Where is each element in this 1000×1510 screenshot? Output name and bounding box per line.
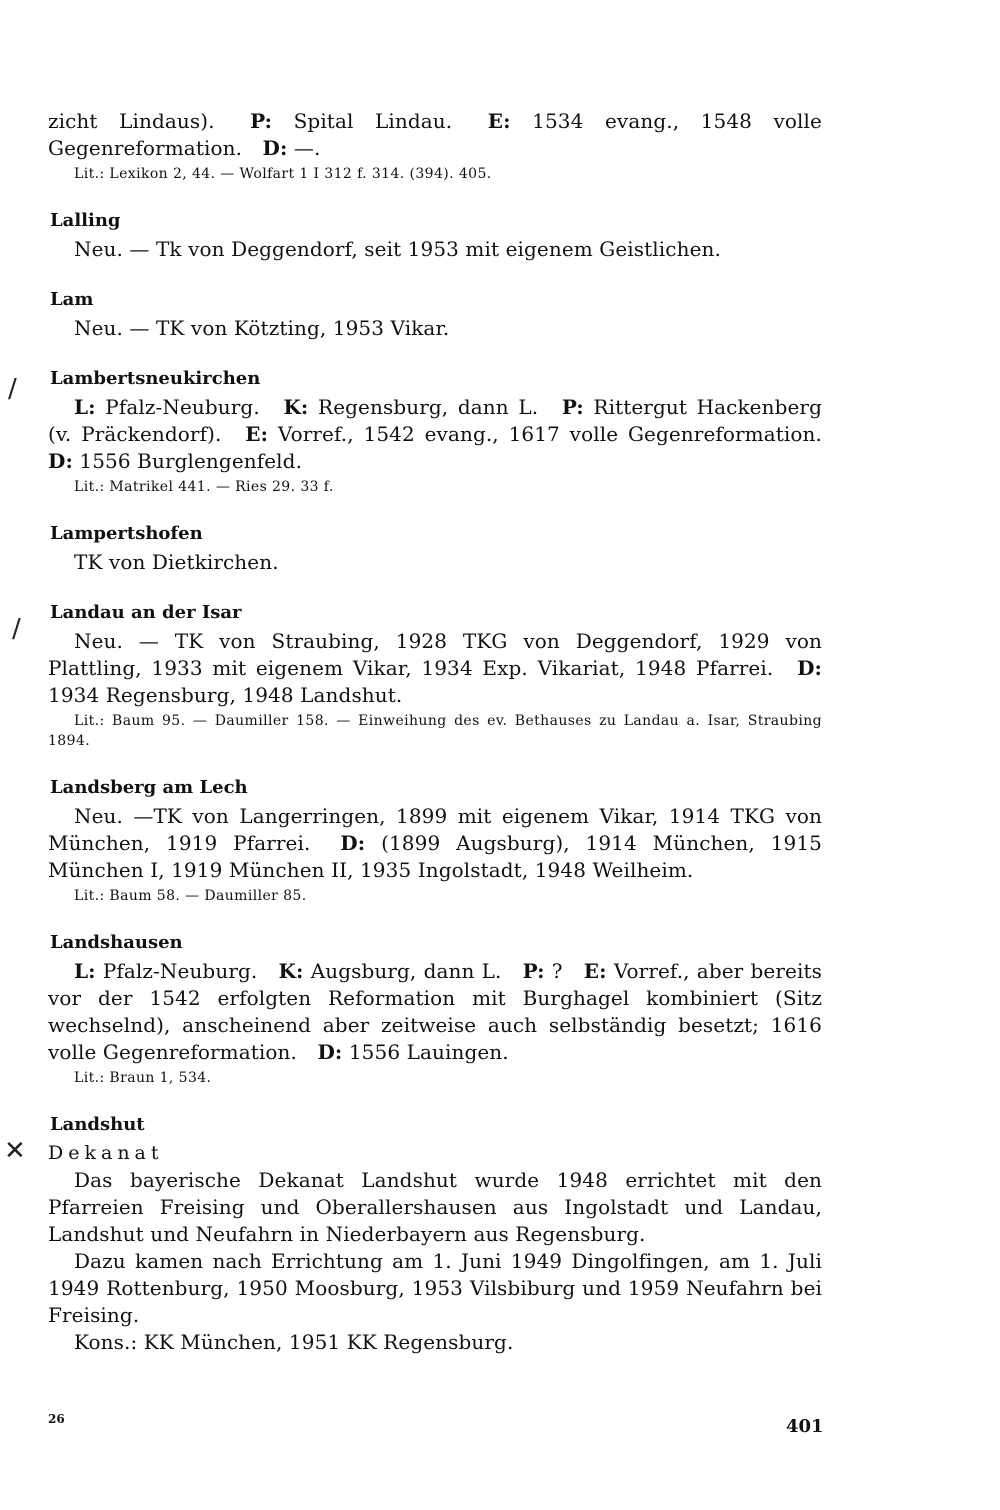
entry-landau-an-der-isar xyxy=(48,600,822,751)
margin-slash-mark: / xyxy=(8,374,17,404)
entry-landshausen xyxy=(48,930,822,1088)
entry-body: Neu. — Tk von Deggendorf, seit 1953 mit eigenem Geistlichen. xyxy=(74,237,721,261)
page-content xyxy=(48,108,822,1380)
entry-lalling xyxy=(48,208,822,263)
entry-lindau-continued xyxy=(48,108,822,184)
entry-heading: Landshut xyxy=(50,1114,145,1135)
entry-heading: Lambertsneukirchen xyxy=(50,368,261,389)
entry-lam xyxy=(48,287,822,342)
margin-cross-mark: ✕ xyxy=(4,1136,26,1166)
literature-line: Lit.: Baum 58. — Daumiller 85. xyxy=(74,888,307,904)
entry-body: L: Pfalz-Neuburg. K: Augsburg, dann L. P: ? E: Vorref., aber bereits vor der 1542 erfolgten Reformation mit Burghagel kombiniert (Sitz wechselnd), anscheinend aber zeitweise auch selbständig besetzt; 1616 volle Gegenreformation. D: 1556 Lauingen. xyxy=(48,959,822,1064)
literature-line: Lit.: Baum 95. — Daumiller 158. — Einweihung des ev. Bethauses zu Landau a. Isar, Straubing 1894. xyxy=(48,713,822,749)
entry-body: Neu. — TK von Straubing, 1928 TKG von Deggendorf, 1929 von Plattling, 1933 mit eigenem Vikar, 1934 Exp. Vikariat, 1948 Pfarrei. D: 1934 Regensburg, 1948 Landshut. xyxy=(48,629,822,707)
entry-heading: Landshausen xyxy=(50,932,183,953)
entry-body: zicht Lindaus). P: Spital Lindau. E: 1534 evang., 1548 volle Gegenreformation. D: —. xyxy=(48,109,822,160)
entry-lampertshofen xyxy=(48,521,822,576)
entry-body: L: Pfalz-Neuburg. K: Regensburg, dann L. P: Rittergut Hackenberg (v. Präckendorf). E: Vorref., 1542 evang., 1617 volle Gegenreformation. D: 1556 Burglengenfeld. xyxy=(48,395,822,473)
margin-slash-mark: / xyxy=(12,614,21,644)
entry-heading: Lam xyxy=(50,289,94,310)
literature-line: Lit.: Braun 1, 534. xyxy=(74,1070,212,1086)
entry-paragraph: Das bayerische Dekanat Landshut wurde 1948 errichtet mit den Pfarreien Freising und Oberallershausen aus Ingolstadt und Landau, Landshut und Neufahrn in Niederbayern aus Regensburg. xyxy=(48,1168,822,1246)
entry-subheading: Dekanat xyxy=(48,1142,164,1164)
entry-heading: Landau an der Isar xyxy=(50,602,242,623)
entry-body: Neu. —TK von Langerringen, 1899 mit eigenem Vikar, 1914 TKG von München, 1919 Pfarrei. D: (1899 Augsburg), 1914 München, 1915 München I, 1919 München II, 1935 Ingolstadt, 1948 Weilheim. xyxy=(48,804,822,882)
literature-line: Lit.: Matrikel 441. — Ries 29. 33 f. xyxy=(74,479,334,495)
entry-landsberg-am-lech xyxy=(48,775,822,906)
entry-heading: Landsberg am Lech xyxy=(50,777,248,798)
entry-heading: Lampertshofen xyxy=(50,523,203,544)
entry-paragraph: Kons.: KK München, 1951 KK Regensburg. xyxy=(74,1330,514,1354)
entry-body: Neu. — TK von Kötzting, 1953 Vikar. xyxy=(74,316,450,340)
page-number: 401 xyxy=(786,1416,824,1437)
entry-paragraph: Dazu kamen nach Errichtung am 1. Juni 1949 Dingolfingen, am 1. Juli 1949 Rottenburg, 1950 Moosburg, 1953 Vilsbiburg und 1959 Neufahrn bei Freising. xyxy=(48,1249,822,1327)
literature-line: Lit.: Lexikon 2, 44. — Wolfart 1 I 312 f. 314. (394). 405. xyxy=(74,166,492,182)
entry-lambertsneukirchen xyxy=(48,366,822,497)
footer-signature-number: 26 xyxy=(48,1412,65,1426)
entry-landshut xyxy=(48,1112,822,1356)
entry-body: TK von Dietkirchen. xyxy=(74,550,279,574)
entry-heading: Lalling xyxy=(50,210,121,231)
